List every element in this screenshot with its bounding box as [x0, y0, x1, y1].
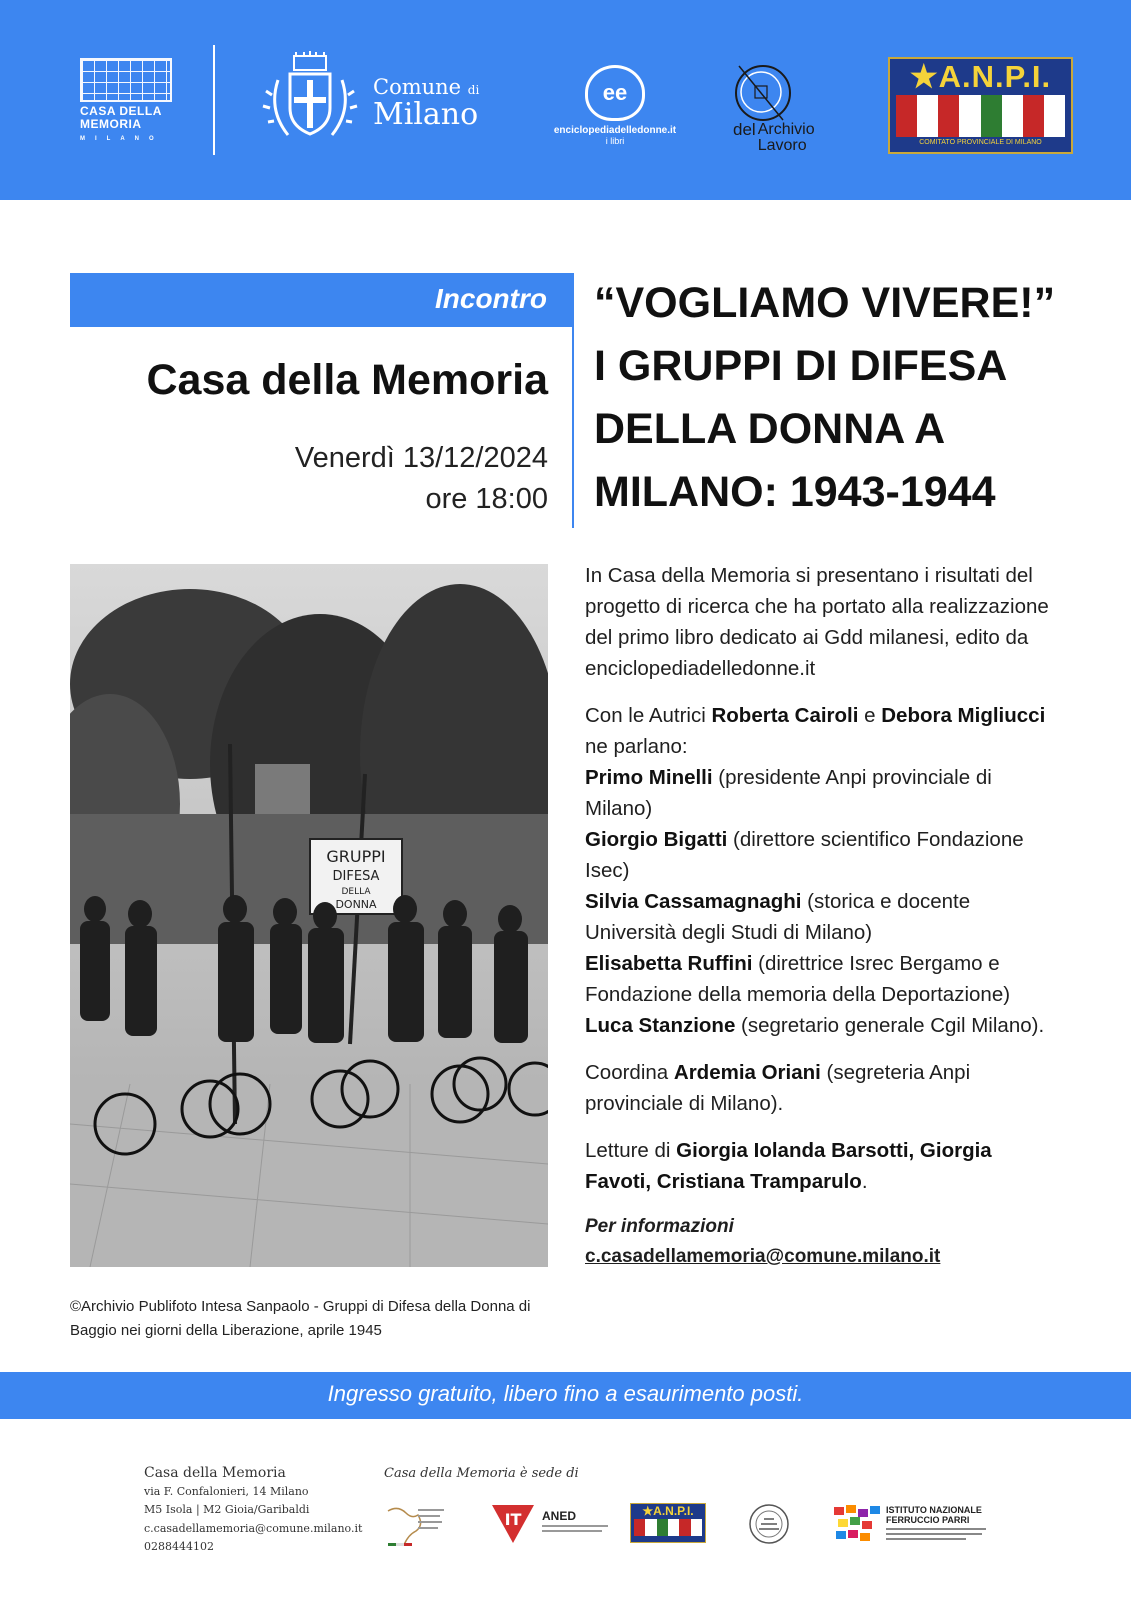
enc-heart-icon	[585, 65, 645, 121]
heading-divider-line	[572, 273, 574, 528]
authors-prefix: Con le Autrici	[585, 704, 712, 727]
event-venue: Casa della Memoria	[146, 356, 548, 404]
info-email-link[interactable]: c.casadellamemoria@comune.milano.it	[585, 1246, 941, 1267]
speaker-item	[585, 886, 1055, 948]
speaker-name: Giorgio Bigatti	[585, 828, 728, 851]
aned-logo	[490, 1503, 615, 1545]
milano-crest-icon	[258, 50, 362, 150]
info-label: Per informazioni	[585, 1216, 734, 1237]
italian-flag-stripes	[896, 95, 1065, 137]
authors-suffix: ne parlano:	[585, 735, 688, 758]
building-grid-icon	[80, 58, 172, 102]
intro-paragraph: In Casa della Memoria si presentano i risultati del progetto di ricerca che ha portato alla realizzazione del primo libro dedicato ai Gdd milanesi, edito da enciclopediadelledonne.it	[585, 564, 1049, 680]
authors-paragraph	[585, 700, 1055, 762]
anpi-small-title: ★A.N.P.I.	[642, 1504, 694, 1518]
author-1: Roberta Cairoli	[711, 704, 859, 727]
speaker-name: Primo Minelli	[585, 766, 713, 789]
free-entry-text: Ingresso gratuito, libero fino a esaurimento posti.	[327, 1381, 804, 1406]
speaker-item	[585, 824, 1055, 886]
coord-role: (segreteria Anpi provinciale di Milano).	[585, 1061, 971, 1115]
istituto-parri-logo	[834, 1503, 994, 1545]
authors-and: e	[858, 704, 882, 727]
casa-della-memoria-logo	[80, 58, 174, 146]
archivio-lavoro: Lavoro	[757, 137, 807, 154]
photo-caption: ©Archivio Publifoto Intesa Sanpaolo - Gruppi di Difesa della Donna di Baggio nei giorni della Liberazione, aprile 1945	[70, 1298, 531, 1339]
enc-mark: ee	[602, 80, 628, 105]
speaker-role: (direttrice Isrec Bergamo e Fondazione della memoria della Deportazione)	[585, 952, 1011, 1006]
event-title-line-1: “VOGLIAMO VIVERE!”	[594, 279, 1056, 327]
event-title-line-4: MILANO: 1943-1944	[594, 468, 996, 516]
round-seal-logo	[748, 1503, 790, 1545]
casa-logo-line1: CASA DELLA	[80, 104, 162, 118]
footer-phone: 0288444102	[144, 1540, 214, 1553]
footer-email[interactable]: c.casadellamemoria@comune.milano.it	[144, 1521, 363, 1535]
event-title	[594, 272, 1114, 524]
sign-text-2: DIFESA	[332, 869, 380, 884]
parri-line1: ISTITUTO NAZIONALE	[886, 1505, 982, 1515]
footer-address	[144, 1464, 362, 1557]
svg-text:IT: IT	[504, 1510, 522, 1529]
header-divider	[213, 45, 215, 155]
event-time: ore 18:00	[425, 483, 548, 515]
readings-paragraph	[585, 1135, 1055, 1197]
coord-prefix: Coordina	[585, 1061, 674, 1084]
anpi-sub: COMITATO PROVINCIALE DI MILANO	[919, 139, 1042, 146]
parri-line2: FERRUCCIO PARRI	[886, 1515, 970, 1525]
casa-logo-line2: MEMORIA	[80, 117, 142, 131]
aned-label: ANED	[542, 1509, 577, 1523]
sign-text-1: GRUPPI	[326, 847, 386, 866]
event-description	[585, 560, 1055, 1272]
speaker-name: Silvia Cassamagnaghi	[585, 890, 802, 913]
event-title-line-3: DELLA DONNA A	[594, 405, 946, 453]
archivio-del: del	[733, 120, 756, 139]
speaker-item	[585, 1010, 1055, 1041]
readings-suffix: .	[861, 1170, 868, 1193]
readings-names: Giorgia Iolanda Barsotti, Giorgia Favoti, Cristiana Tramparulo	[585, 1139, 992, 1193]
speaker-name: Elisabetta Ruffini	[585, 952, 753, 975]
anpi-small-logo	[630, 1503, 706, 1543]
anpi-title: ★A.N.P.I.	[909, 59, 1052, 94]
associazione-vittime-logo	[384, 1503, 446, 1549]
event-title-line-2: I GRUPPI DI DIFESA	[594, 342, 1008, 390]
archivio-del-lavoro-logo	[725, 58, 845, 158]
footer-name: Casa della Memoria	[144, 1465, 286, 1481]
comune-di-word: di	[467, 83, 480, 97]
comune-di-milano-wordmark	[373, 75, 479, 131]
milano-word: Milano	[373, 97, 479, 132]
footer-metro: M5 Isola | M2 Gioia/Garibaldi	[144, 1503, 310, 1516]
enciclopedia-donne-logo	[545, 65, 685, 146]
speaker-role: (segretario generale Cgil Milano).	[735, 1014, 1045, 1037]
author-2: Debora Migliucci	[881, 704, 1046, 727]
enc-sub: i libri	[605, 136, 625, 146]
casa-logo-line3: MILANO	[80, 136, 164, 142]
sede-label: Casa della Memoria è sede di	[384, 1466, 579, 1481]
sign-text-3: DELLA	[341, 887, 371, 897]
event-datetime	[295, 438, 548, 520]
speaker-item	[585, 762, 1055, 824]
speaker-name: Luca Stanzione	[585, 1014, 736, 1037]
archivio-word: Archivio	[757, 121, 815, 138]
footer-street: via F. Confalonieri, 14 Milano	[144, 1484, 309, 1498]
comune-word: Comune	[373, 75, 462, 99]
enc-url: enciclopediadelledonne.it	[553, 125, 677, 136]
coord-name: Ardemia Oriani	[673, 1061, 821, 1084]
event-type-band	[70, 273, 573, 327]
event-date: Venerdì 13/12/2024	[294, 442, 548, 474]
speaker-role: (storica e docente Università degli Studi di Milano)	[585, 890, 971, 944]
speaker-item	[585, 948, 1055, 1010]
speaker-role: (presidente Anpi provinciale di Milano)	[585, 766, 992, 820]
historical-photo	[70, 564, 548, 1267]
anpi-milano-logo	[888, 57, 1073, 154]
event-type-label: Incontro	[435, 283, 547, 314]
coordinator-paragraph	[585, 1057, 1055, 1119]
sign-text-4: DONNA	[335, 898, 377, 911]
speaker-role: (direttore scientifico Fondazione Isec)	[585, 828, 1024, 882]
readings-prefix: Letture di	[585, 1139, 677, 1162]
